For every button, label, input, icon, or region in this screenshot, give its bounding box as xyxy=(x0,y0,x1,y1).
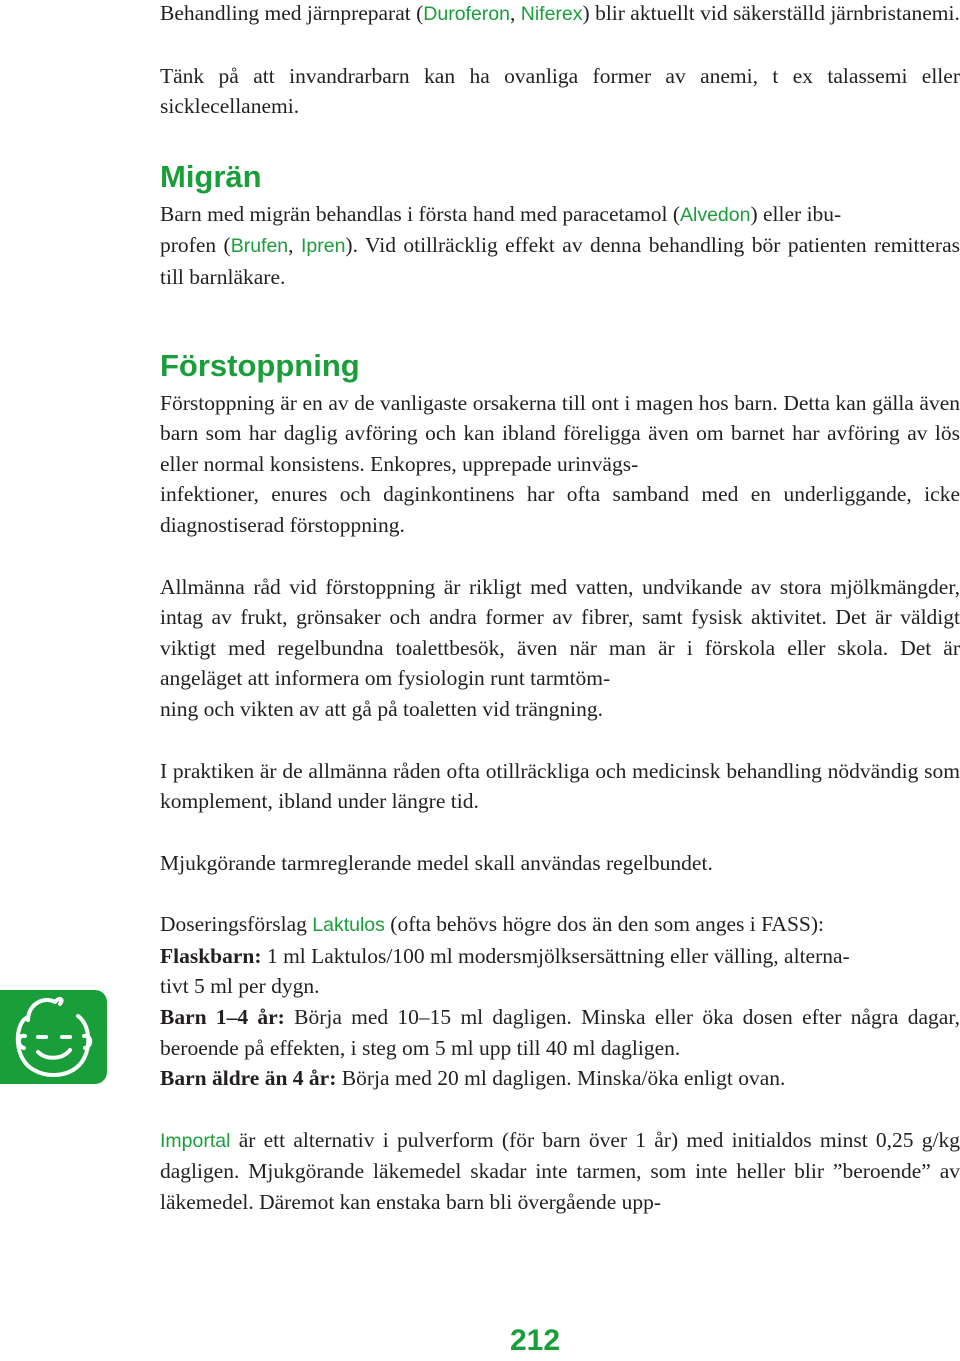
text: Börja med 20 ml dagligen. Minska/öka enligt ovan. xyxy=(336,1066,786,1091)
child-face-icon xyxy=(0,990,107,1084)
text: profen ( xyxy=(160,233,231,258)
text: infektioner, enures och daginkontinens har ofta samband med en underliggande, icke diagnostiserad förstoppning. xyxy=(160,482,960,537)
text: 1 ml Laktulos/100 ml modersmjölksersättning eller välling, alterna- xyxy=(261,943,850,968)
paragraph-migran xyxy=(160,199,960,293)
drug-name: Importal xyxy=(160,1129,231,1152)
drug-name: Ipren xyxy=(300,235,346,258)
text: , xyxy=(288,233,301,258)
text: ) eller ibu- xyxy=(750,201,842,226)
paragraph-iron-treatment xyxy=(160,0,960,30)
drug-name: Duroferon xyxy=(423,3,510,25)
text: Barn med migrän behandlas i första hand med paracetamol ( xyxy=(160,201,680,226)
text: Behandling med järnpreparat ( xyxy=(160,1,424,25)
text: Börja med 10–15 ml dagligen. Minska eller öka dosen efter några dagar, beroende på effekten, i steg om 5 ml upp till 40 ml dagligen. xyxy=(160,1005,960,1060)
text: ). Vid otillräcklig effekt av denna behandling bör patienten remitteras till barnläkare. xyxy=(160,233,960,289)
text: Doseringsförslag xyxy=(160,912,313,937)
paragraph-softeners: Mjukgörande tarmreglerande medel skall användas regelbundet. xyxy=(160,850,713,875)
text: , xyxy=(510,1,521,25)
text: ) blir aktuellt vid säkerställd järnbristanemi. xyxy=(582,1,960,25)
text: Förstoppning är en av de vanligaste orsakerna till ont i magen hos barn. Detta kan gälla även barn som har daglig avföring och kan ibland föreligga även om barnet har avföring av lös eller normal konsistens. Enkopres, upprepade urinvägs- xyxy=(160,390,960,476)
section-heading-forstoppning: Förstoppning xyxy=(160,347,360,383)
drug-name: Alvedon xyxy=(680,203,751,226)
paragraph-immigrant-anemia: Tänk på att invandrarbarn kan ha ovanliga former av anemi, t ex talassemi eller sicklecellanemi. xyxy=(160,63,960,119)
text: tivt 5 ml per dygn. xyxy=(160,974,320,999)
dosage-label: Flaskbarn: xyxy=(160,943,262,968)
dosage-label: Barn 1–4 år: xyxy=(160,1005,285,1030)
page-number: 212 xyxy=(509,1324,561,1357)
drug-name: Niferex xyxy=(520,3,583,25)
child-face-icon-graphic xyxy=(0,990,107,1084)
paragraph-general-advice xyxy=(160,572,960,725)
drug-name: Laktulos xyxy=(312,914,385,937)
paragraph-importal xyxy=(160,1125,960,1218)
paragraph-medical-treatment: I praktiken är de allmänna råden ofta otillräckliga och medicinsk behandling nödvändig som komplement, ibland under längre tid. xyxy=(160,758,960,814)
text: (ofta behövs högre dos än den som anges i FASS): xyxy=(384,912,825,937)
paragraph-forstoppning-intro xyxy=(160,388,960,541)
dosage-label: Barn äldre än 4 år: xyxy=(160,1066,337,1091)
text: ning och vikten av att gå på toaletten vid trängning. xyxy=(160,696,604,721)
paragraph-dosage xyxy=(160,909,960,1094)
drug-name: Brufen xyxy=(230,235,289,258)
page-content xyxy=(160,0,960,1218)
text: är ett alternativ i pulverform (för barn över 1 år) med initialdos minst 0,25 g/kg dagligen. Mjukgörande läkemedel skadar inte tarmen, som inte heller blir ”beroende” av läkemedel. Däremot kan enstaka barn bli övergående upp- xyxy=(160,1127,960,1215)
section-heading-migran: Migrän xyxy=(160,158,262,194)
text: Allmänna råd vid förstoppning är rikligt med vatten, undvikande av stora mjölkmängder, intag av frukt, grönsaker och andra former av fibrer, samt fysisk aktivitet. Det är väldigt viktigt med regelbundna toalettbesök, även när man är i förskola eller skola. Det är angeläget att informera om fysiologin runt tarmtöm- xyxy=(160,574,960,691)
